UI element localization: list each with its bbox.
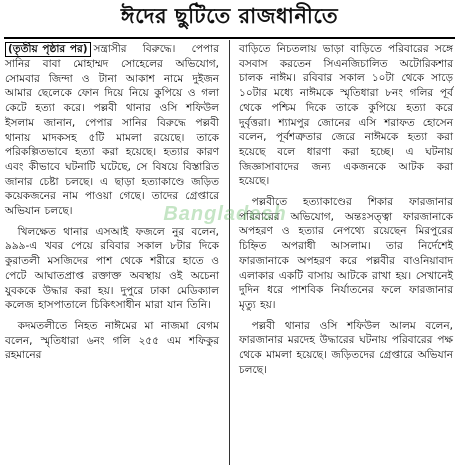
headline-rule (4, 37, 455, 39)
paragraph: বাড়িতে নিচতলায় ভাড়া বাড়িতে পরিবারের সঙ্গে বসবাস করতেন সিএনজিচালিত অটোরিকশার চালক নাঈম। রবিবার সকাল ১০টা থেকে সাড়ে ১০টার মধ্যে নাঈমকে স্মৃতিধারা ৮নং গলির পূর্ব থেকে পশ্চিম দিকে তাকে কুপিয়ে হত্যা করে দুর্বৃত্তরা। শ্যামপুর জোনের এসি শরাফত হোসেন বলেন, পূর্বশত্রুতার জেরে নাঈমকে হত্যা করা হয়েছে বলে ধারণা করা হচ্ছে। এ ঘটনায় জিজ্ঞাসাবাদের জন্য একজনকে আটক করা হয়েছে। (239, 43, 453, 188)
paragraph-text: সন্ত্রাসীর বিরুদ্ধে। পেপার সানির বাবা মোহাম্মদ সোহেলের অভিযোগ, সোমবার জিন্দা ও টানা আকাশ নামে দুইজন আমার ছেলেকে ফোন দিয়ে নিয়ে কুপিয়ে ও গলা কেটে হত্যা করে। পল্লবী থানার ওসি শফিউল ইসলাম জানান, পেপার সানির বিরুদ্ধে পল্লবী থানায় মাদকসহ ৫টি মামলা রয়েছে। তাকে পরিকল্পিতভাবে হত্যা করা হয়েছে। হত্যার কারণ এবং কীভাবে ঘটনাটি ঘটেছে, সে বিষয়ে বিস্তারিত জানার চেষ্টা চলছে। এ ছাড়া হত্যাকাণ্ডে জড়িত কয়েকজনের নাম পাওয়া গেছে। তাদের গ্রেপ্তারে অভিযান চলছে। (5, 43, 219, 218)
paragraph: পল্লবীতে হত্যাকাণ্ডের শিকার ফারজানার পরিবারের অভিযোগ, অন্তঃসত্ত্বা ফারজানাকে অপহরণ ও হত্যার নেপথ্যে রয়েছেন মিরপুরের চিহ্নিত অপরাধী আসলাম। তার নির্দেশেই ফারজানাকে অপহরণ করে পল্লবীর বাওনিয়াবাদ এলাকার একটি বাসায় আটকে রাখা হয়। সেখানেই দুদিন ধরে পাশবিক নির্যাতনের ফলে ফারজানার মৃত্যু হয়। (239, 196, 453, 311)
watermark: Bangladesh (163, 203, 287, 225)
paragraph: পল্লবী থানার ওসি শফিউল আলম বলেন, ফারজানার মরদেহ উদ্ধারের ঘটনায় পরিবারের পক্ষ থেকে মামলা হয়েছে। জড়িতদের গ্রেপ্তারে অভিযান চলছে। (239, 319, 453, 376)
column-divider (229, 40, 230, 465)
paragraph: কদমতলীতে নিহত নাঈমের মা নাজমা বেগম বলেন, স্মৃতিধারা ৬নং গলি ২৫৫ এম শফিকুর রহমানের (5, 319, 219, 362)
headline: ঈদের ছুটিতে রাজধানীতে (120, 4, 339, 28)
paragraph (5, 42, 219, 219)
paragraph: খিলক্ষেত থানার এসআই ফজলে নুর বলেন, ৯৯৯-এ খবর পেয়ে রবিবার সকাল ৮টার দিকে কুরাতলী মসজিদের পাশ থেকে শরীরে হাতে ও পেটে আঘাতপ্রাপ্ত রক্তাক্ত অবস্থায় ওই অচেনা যুবককে উদ্ধার করা হয়। দুপুরে ঢাকা মেডিক্যাল কলেজ হাসপাতালে চিকিৎসাধীন মারা যান তিনি। (5, 225, 219, 312)
continued-tag: (তৃতীয় পৃষ্ঠার পর) (5, 42, 91, 57)
